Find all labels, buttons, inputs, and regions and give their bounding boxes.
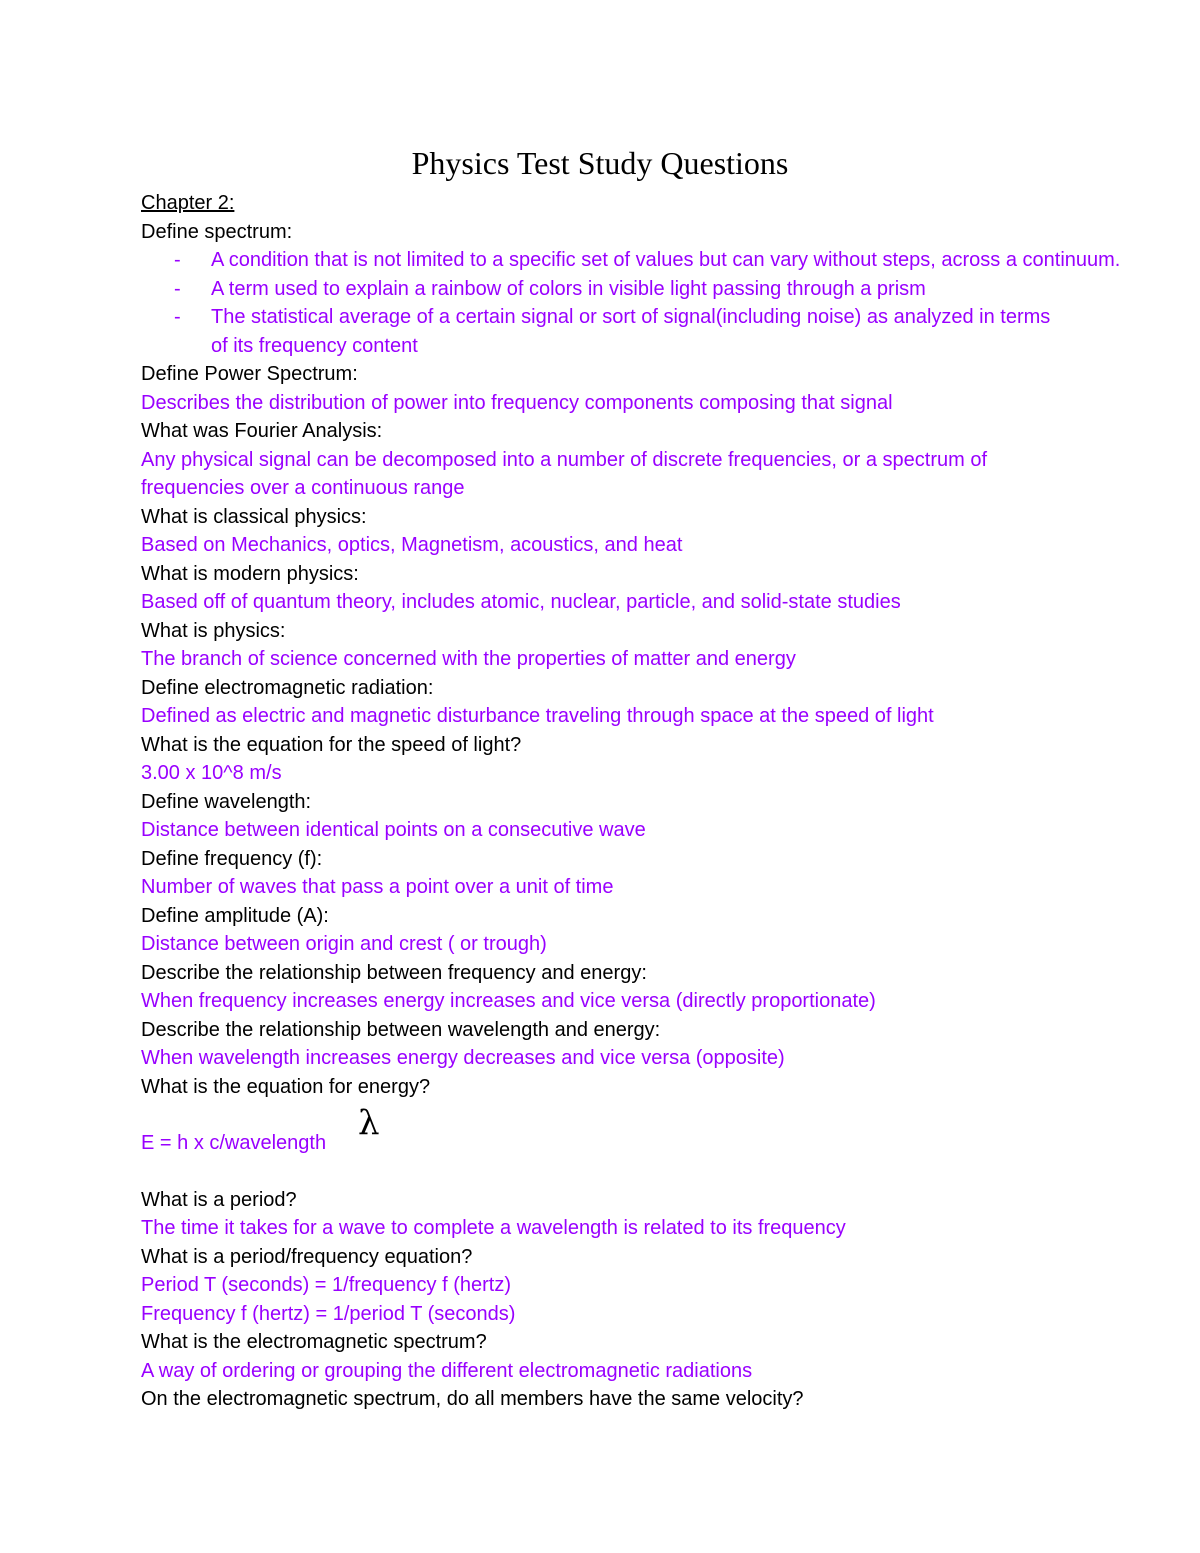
bullet-item [141, 246, 1196, 275]
question-line: What is classical physics: [141, 505, 367, 528]
bullet-text: A condition that is not limited to a specific set of values but can vary without steps, across a continuum. [211, 249, 1121, 271]
question-line: What is the electromagnetic spectrum? [141, 1331, 487, 1353]
chapter-heading: Chapter 2: [141, 192, 235, 214]
question-line: What was Fourier Analysis: [141, 420, 383, 442]
question-line: What is a period/frequency equation? [141, 1245, 473, 1268]
question-line: What is modern physics: [141, 562, 359, 585]
answer-line: Any physical signal can be decomposed into a number of discrete frequencies, or a spectrum of [141, 448, 988, 471]
question-energy-equation: What is the equation for energy? [141, 1075, 431, 1098]
answer-line: 3.00 x 10^8 m/s [141, 762, 282, 784]
answer-line: Describes the distribution of power into frequency components composing that signal [141, 391, 893, 414]
question-line: What is a period? [141, 1188, 297, 1211]
qa-list [141, 360, 1196, 1073]
question-line: What is the equation for the speed of light? [141, 733, 522, 756]
question-line: Describe the relationship between frequency and energy: [141, 961, 647, 984]
blank-line [141, 1157, 1196, 1186]
answer-line: Distance between origin and crest ( or trough) [141, 933, 547, 955]
answer-line: Frequency f (hertz) = 1/period T (seconds) [141, 1302, 516, 1325]
answer-line: Period T (seconds) = 1/frequency f (hertz) [141, 1274, 511, 1296]
energy-equation-row [141, 1101, 1196, 1157]
bullet-item [141, 303, 1196, 332]
bullet-text: The statistical average of a certain signal or sort of signal(including noise) as analyzed in terms [211, 306, 1051, 328]
question-line: Define amplitude (A): [141, 904, 329, 927]
answer-line: The time it takes for a wave to complete a wavelength is related to its frequency [141, 1217, 846, 1239]
bullet-text: A term used to explain a rainbow of colors in visible light passing through a prism [211, 277, 926, 300]
question-define-spectrum: Define spectrum: [141, 220, 293, 243]
answer-energy-equation: E = h x c/wavelength [141, 1131, 327, 1154]
answer-line: Defined as electric and magnetic disturbance traveling through space at the speed of light [141, 705, 934, 727]
answer-line: Number of waves that pass a point over a unit of time [141, 876, 614, 898]
answer-line: frequencies over a continuous range [141, 477, 465, 499]
document-title: Physics Test Study Questions [411, 145, 789, 181]
answer-line: Based off of quantum theory, includes atomic, nuclear, particle, and solid-state studies [141, 591, 901, 613]
document-body [141, 189, 1196, 1414]
bullet-dash: - [174, 249, 181, 271]
answer-line: Distance between identical points on a consecutive wave [141, 819, 646, 841]
bullet-dash: - [174, 306, 181, 328]
question-line: Define Power Spectrum: [141, 363, 358, 385]
lambda-symbol: λ [358, 1103, 380, 1143]
spectrum-bullet-list [141, 246, 1196, 360]
answer-line: When wavelength increases energy decreases and vice versa (opposite) [141, 1047, 785, 1069]
bullet-item [141, 275, 1196, 304]
bullet-continuation: of its frequency content [211, 334, 418, 357]
question-line: Describe the relationship between wavelength and energy: [141, 1018, 661, 1041]
answer-line: A way of ordering or grouping the different electromagnetic radiations [141, 1359, 753, 1382]
answer-line: Based on Mechanics, optics, Magnetism, acoustics, and heat [141, 534, 683, 556]
question-line: What is physics: [141, 619, 286, 642]
bullet-dash: - [174, 277, 181, 300]
qa-list [141, 1186, 1196, 1386]
question-line: Define electromagnetic radiation: [141, 676, 434, 699]
question-line: Define frequency (f): [141, 847, 323, 870]
question-em-velocity: On the electromagnetic spectrum, do all members have the same velocity? [141, 1388, 804, 1410]
question-line: Define wavelength: [141, 790, 312, 813]
answer-line: When frequency increases energy increases and vice versa (directly proportionate) [141, 990, 876, 1012]
answer-line: The branch of science concerned with the properties of matter and energy [141, 648, 796, 670]
